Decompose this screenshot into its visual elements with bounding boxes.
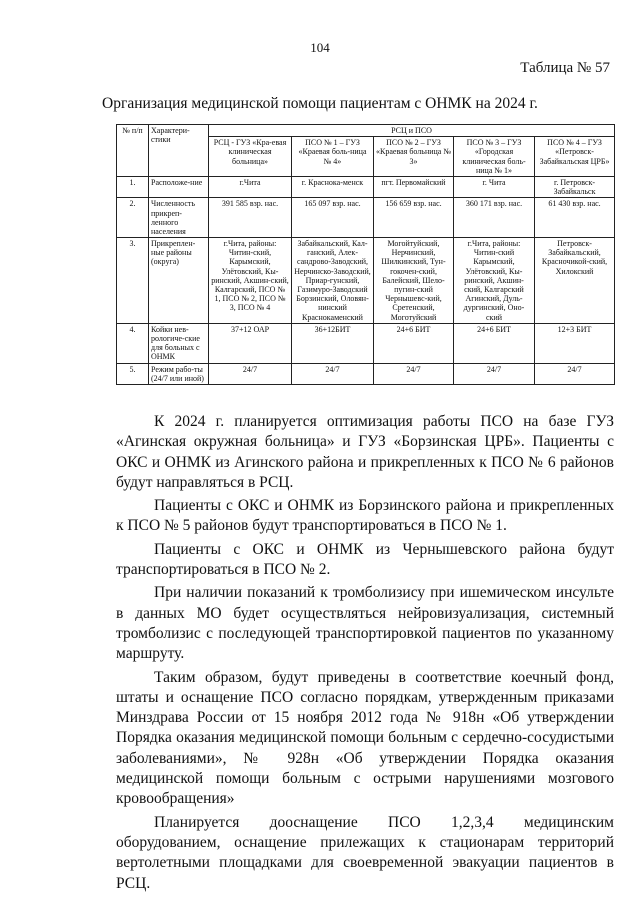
header-org: ПСО № 4 – ГУЗ «Петровск-Забайкальская ЦРБ» [535,137,615,177]
body-text [116,412,614,894]
table-cell: 391 585 взр. нас. [209,198,292,238]
table-cell: г. Чита [454,176,535,197]
table-cell: 24/7 [374,363,454,384]
table-cell: Забайкальский, Кал-ганский, Алек-сандрово-Заводский, Нерчинско-Заводский, Приар-гунский, Газимуро-Заводский Борзинский, Оловян-нинский Краснокаменский [292,238,374,324]
table-cell: 165 097 взр. нас. [292,198,374,238]
row-label: Численность прикреп-ленного населения [149,198,209,238]
table-cell: 24/7 [209,363,292,384]
table-cell: пгт. Первомайский [374,176,454,197]
paragraph: Таким образом, будут приведены в соответствие коечный фонд, штаты и оснащение ПСО согласно порядкам, утвержденным приказами Минздрава России от 15 ноября 2012 года № 918н «Об утверждении Порядка оказания медицинской помощи больным с сердечно-сосудистыми заболеваниями», № 928н «Об утверждении Порядка оказания медицинской помощи больным с острыми нарушениями мозгового кровообращения» [116,668,614,808]
table-cell: г.Чита, районы: Читин-ский, Карымский, Улётовский, Кы-ринский, Акшин-ский, Калгарский, ПСО № 1, ПСО № 2, ПСО № 3, ПСО № 4 [209,238,292,324]
table-row [117,238,615,324]
table-cell: 12+3 БИТ [535,323,615,363]
header-org: ПСО № 1 – ГУЗ «Краевая боль-ница № 4» [292,137,374,177]
page-number: 104 [310,40,330,55]
table-cell: 24/7 [535,363,615,384]
paragraph: Пациенты с ОКС и ОНМК из Чернышевского района будут транспортироваться в ПСО № 2. [116,540,614,579]
table-row [117,176,615,197]
header-org: ПСО № 3 – ГУЗ «Городская клиническая боль-ница № 1» [454,137,535,177]
table-cell: 61 430 взр. нас. [535,198,615,238]
row-num: 5. [117,363,149,384]
header-org: ПСО № 2 – ГУЗ «Краевая больница № 3» [374,137,454,177]
table-cell: г. Петровск-Забайкальск [535,176,615,197]
table-row [117,363,615,384]
row-num: 3. [117,238,149,324]
row-label: Расположе-ние [149,176,209,197]
table-header-row [117,125,615,137]
paragraph: При наличии показаний к тромболизису при ишемическом инсульте в данных МО будет осуществляться нейровизуализация, системный тромболизис с последующей транспортировкой пациентов по указанному маршруту. [116,584,614,663]
header-num: № п/п [117,125,149,177]
table-cell: 360 171 взр. нас. [454,198,535,238]
document-title: Организация медицинской помощи пациентам с ОНМК на 2024 г. [102,95,538,112]
table-cell: 36+12БИТ [292,323,374,363]
table-cell: г. Краснока-менск [292,176,374,197]
table-cell: 24+6 БИТ [454,323,535,363]
table-row [117,323,615,363]
table-cell: Петровск-Забайкальский, Красночикой-ский, Хилокский [535,238,615,324]
row-num: 2. [117,198,149,238]
header-group: РСЦ и ПСО [209,125,615,137]
table-label: Таблица № 57 [520,60,610,76]
paragraph: Пациенты с ОКС и ОНМК из Борзинского района и прикрепленных к ПСО № 5 районов будут транспортироваться в ПСО № 1. [116,497,614,535]
row-num: 4. [117,323,149,363]
row-label: Прикреплен-ные районы (округа) [149,238,209,324]
table-cell: 24/7 [454,363,535,384]
table-cell: 37+12 ОАР [209,323,292,363]
table-cell: г.Чита [209,176,292,197]
table-cell: Могойтуйский, Нерчинский, Шилкинский, Тун-гокочен-ский, Балейский, Шело-пугин-ский Чернышевс-кий, Сретенский, Моготуйский [374,238,454,324]
table-cell: г.Чита, районы: Читин-ский Карымский, Улётовский, Кы-ринский, Акшин-ский, Калгарский Агинский, Дуль-дургинский, Оно-ский [454,238,535,324]
paragraph: Планируется дооснащение ПСО 1,2,3,4 медицинским оборудованием, оснащение прилежащих к стационарам территорий вертолетными площадками для своевременной эвакуации пациентов в РСЦ. [116,813,614,892]
table-cell: 156 659 взр. нас. [374,198,454,238]
table-cell: 24+6 БИТ [374,323,454,363]
medical-care-table [116,124,615,385]
row-label: Койки нев-рологиче-ские для больных с ОНМК [149,323,209,363]
header-org: РСЦ - ГУЗ «Кра-евая клиническая больница» [209,137,292,177]
paragraph: К 2024 г. планируется оптимизация работы ПСО на базе ГУЗ «Агинская окружная больница» и ГУЗ «Борзинская ЦРБ». Пациенты с ОКС и ОНМК из Агинского района и прикрепленных к ПСО № 6 районов будут направляться в РСЦ. [116,413,614,491]
table-row [117,198,615,238]
header-characteristics: Характери-стики [149,125,209,177]
row-label: Режим рабо-ты (24/7 или иной) [149,363,209,384]
table-cell: 24/7 [292,363,374,384]
row-num: 1. [117,176,149,197]
